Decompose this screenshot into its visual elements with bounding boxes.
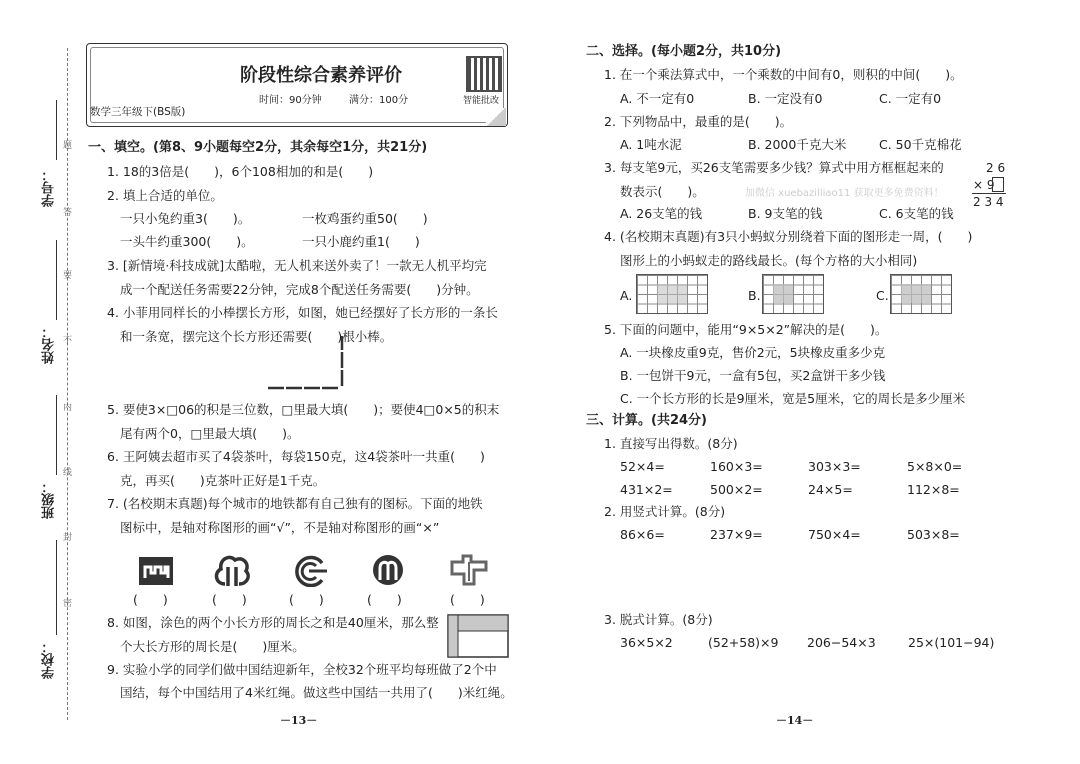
- answer-paren-2: ( ): [212, 592, 247, 607]
- s3-p3-item: (52+58)×9: [708, 635, 779, 650]
- s2-q1-option-c: C. 一定有0: [879, 91, 942, 106]
- calc-box: [992, 177, 1004, 192]
- s3-part3: 3. 脱式计算。(8分): [604, 612, 713, 627]
- qr-caption: 智能批改: [463, 96, 500, 106]
- s1-q2d: 一只小鹿约重1( ): [302, 234, 420, 249]
- s1-q7-line2: 图标中，是轴对称图形的画“√”，不是轴对称图形的画“×”: [120, 520, 440, 535]
- exam-full-score: 满分：100分: [349, 95, 409, 106]
- s3-p1-item: 303×3=: [808, 459, 861, 474]
- s2-q3-line1: 3. 每支笔9元，买26支笔需要多少钱？算式中用方框框起来的: [604, 160, 944, 175]
- s2-q5-option-c: C. 一个长方形的长是9厘米，宽是5厘米，它的周长是多少厘米: [620, 391, 966, 406]
- underline-student-id: [56, 100, 57, 160]
- s3-part2: 2. 用竖式计算。(8分): [604, 504, 726, 519]
- s1-q3-line2: 成一个配送任务需要22分钟，完成8个配送任务需要( )分钟。: [120, 282, 479, 297]
- s2-q1-option-b: B. 一定没有0: [748, 91, 823, 106]
- label-name: 姓名：: [42, 325, 57, 364]
- s3-p1-item: 500×2=: [710, 482, 763, 497]
- s1-q2c: 一头牛约重300( )。: [120, 234, 254, 249]
- s1-q2: 2. 填上合适的单位。: [107, 188, 223, 203]
- sticks-figure: [265, 335, 355, 395]
- section1-heading: 一、填空。(第8、9小题每空2分，其余每空1分，共21分): [88, 140, 428, 155]
- cut-word: 题: [63, 141, 73, 151]
- s2-q1: 1. 在一个乘法算式中，一个乘数的中间有0，则积的中间( )。: [604, 67, 963, 82]
- s3-p1-item: 5×8×0=: [907, 459, 963, 474]
- metro-icon-3: [294, 555, 328, 587]
- s2-q2-option-b: B. 2000千克大米: [748, 137, 847, 152]
- s1-q2a: 一只小兔约重3( )。: [120, 211, 251, 226]
- s1-q6-line1: 6. 王阿姨去超市买了4袋茶叶，每袋150克，这4袋茶叶一共重( ): [107, 449, 485, 464]
- label-class: 班级：: [42, 480, 57, 519]
- s1-q8-line2: 个大长方形的周长是( )厘米。: [120, 639, 305, 654]
- underline-class: [56, 395, 57, 475]
- s3-p1-item: 52×4=: [620, 459, 665, 474]
- s2-q2-option-a: A. 1吨水泥: [620, 137, 682, 152]
- s2-q5: 5. 下面的问题中，能用“9×5×2”解决的是( )。: [604, 322, 888, 337]
- cut-word: 要: [63, 271, 73, 281]
- watermark: 加微信 xuebazilliao11 获取更多免费资料！: [745, 188, 944, 199]
- answer-paren-4: ( ): [367, 592, 402, 607]
- section2-heading: 二、选择。(每小题2分，共10分): [586, 44, 782, 59]
- underline-name: [56, 240, 57, 320]
- s2-q5-option-a: A. 一块橡皮重9克，售价2元，5块橡皮重多少克: [620, 345, 886, 360]
- s3-p1-item: 24×5=: [808, 482, 853, 497]
- cut-word: 密: [63, 599, 73, 609]
- s2-q3-option-c: C. 6支笔的钱: [879, 206, 954, 221]
- page-number-left: －13－: [280, 714, 318, 727]
- s2-q3-line2: 数表示( )。: [620, 184, 705, 199]
- cut-word: 不: [63, 336, 73, 346]
- metro-icon-5: [449, 553, 489, 587]
- metro-icon-2: [213, 553, 251, 587]
- cut-word: 内: [63, 403, 73, 413]
- cut-word: 线: [63, 468, 73, 478]
- s1-q4-line1: 4. 小菲用同样长的小棒摆长方形，如图，她已经摆好了长方形的一条长: [107, 305, 498, 320]
- answer-paren-3: ( ): [289, 592, 324, 607]
- metro-icon-4: [370, 553, 406, 587]
- s2-q2: 2. 下列物品中，最重的是( )。: [604, 114, 793, 129]
- s2-q5-option-b: B. 一包饼干9元，一盒有5包，买2盒饼干多少钱: [620, 368, 886, 383]
- cut-word: 答: [63, 208, 73, 218]
- page-title: 阶段性综合素养评价: [240, 65, 402, 86]
- s2-q4-option-c: C.: [876, 288, 889, 303]
- s3-part1: 1. 直接写出得数。(8分): [604, 436, 738, 451]
- s1-q7-line1: 7. (名校期末真题)每个城市的地铁都有自己独有的图标。下面的地铁: [107, 496, 483, 511]
- s1-q3-line1: 3. [新情境·科技成就]太酷啦，无人机来送外卖了！一款无人机平均完: [107, 258, 487, 273]
- s2-q1-option-a: A. 不一定有0: [620, 91, 695, 106]
- s1-q5-line1: 5. 要使3×□06的积是三位数，□里最大填( )；要使4□0×5的积末: [107, 402, 500, 417]
- s2-q2-option-c: C. 50千克棉花: [879, 137, 962, 152]
- s1-q9-line2: 国结，每个中国结用了4米红绳。做这些中国结一共用了( )米红绳。: [120, 685, 513, 700]
- page-number-right: －14－: [776, 714, 814, 727]
- s2-q4-line2: 图形上的小蚂蚁走的路线最长。(每个方格的大小相同): [620, 253, 918, 268]
- s3-p2-item: 503×8=: [907, 527, 960, 542]
- metro-icon-1: [138, 556, 174, 586]
- s3-p1-item: 160×3=: [710, 459, 763, 474]
- calc-line-1: 2 6: [986, 161, 1006, 175]
- s1-q2b: 一枚鸡蛋约重50( ): [302, 211, 428, 226]
- exam-time: 时间：90分钟: [259, 95, 322, 106]
- s1-q4-line2: 和一条宽，摆完这个长方形还需要( )根小棒。: [120, 329, 393, 344]
- label-school: 学校：: [42, 640, 57, 679]
- s2-q3-option-a: A. 26支笔的钱: [620, 206, 703, 221]
- answer-paren-5: ( ): [450, 592, 485, 607]
- s1-q9-line1: 9. 实验小学的同学们做中国结迎新年，全校32个班平均每班做了2个中: [107, 662, 497, 677]
- rectangle-figure: [447, 614, 511, 660]
- s2-q3-option-b: B. 9支笔的钱: [748, 206, 823, 221]
- s2-q4-option-a: A.: [620, 288, 633, 303]
- underline-school: [56, 540, 57, 635]
- grid-figure-b: [762, 274, 824, 314]
- header-fold-corner: [486, 108, 506, 126]
- s1-q8-line1: 8. 如图，涂色的两个小长方形的周长之和是40厘米，那么整: [107, 615, 439, 630]
- s3-p2-item: 750×4=: [808, 527, 861, 542]
- s3-p1-item: 431×2=: [620, 482, 673, 497]
- s2-q4-line1: 4. (名校期末真题)有3只小蚂蚁分别绕着下面的图形走一周，( ): [604, 229, 973, 244]
- s1-q1: 1. 18的3倍是( )，6个108相加的和是( ): [107, 164, 374, 179]
- s3-p1-item: 112×8=: [907, 482, 960, 497]
- section3-heading: 三、计算。(共24分): [586, 413, 707, 428]
- s3-p2-item: 86×6=: [620, 527, 665, 542]
- s1-q6-line2: 克，再买( )克茶叶正好是1千克。: [120, 473, 326, 488]
- grid-figure-c: [890, 274, 952, 314]
- s3-p3-item: 206−54×3: [807, 635, 876, 650]
- s3-p3-item: 25×(101−94): [908, 635, 995, 650]
- answer-paren-1: ( ): [133, 592, 168, 607]
- s3-p2-item: 237×9=: [710, 527, 763, 542]
- grade-subtitle: 数学三年级下(BS版): [90, 106, 186, 118]
- s2-q4-option-b: B.: [748, 288, 761, 303]
- s3-p3-item: 36×5×2: [620, 635, 673, 650]
- calc-line-2: × 9: [973, 178, 995, 192]
- qr-code: [466, 56, 502, 92]
- s1-q5-line2: 尾有两个0，□里最大填( )。: [120, 426, 300, 441]
- label-student-id: 学号：: [42, 168, 57, 207]
- cut-word: 封: [63, 533, 73, 543]
- calc-line-3: 2 3 4: [973, 195, 1004, 209]
